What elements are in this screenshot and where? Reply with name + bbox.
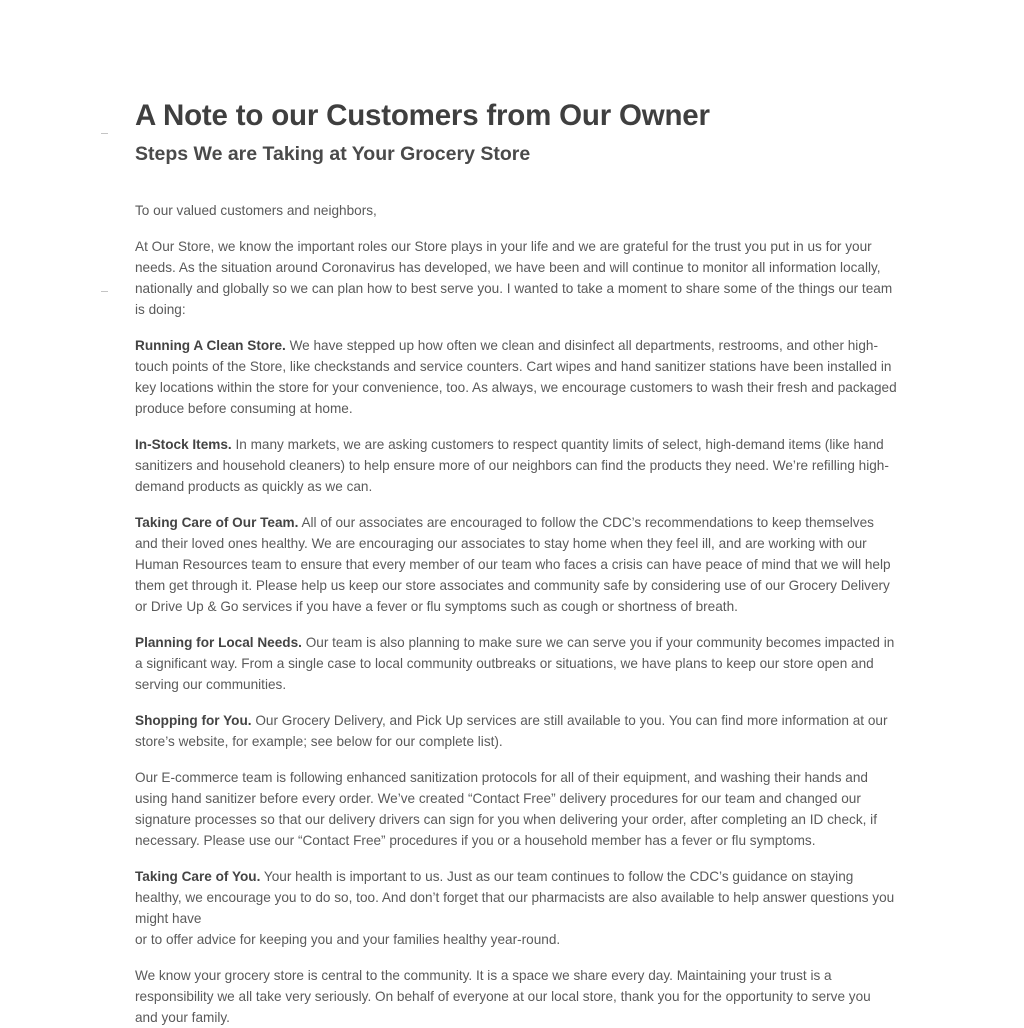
closing-paragraph: We know your grocery store is central to the community. It is a space we share every day. Maintaining your trust is a responsibility we all take very seriously. On behalf of everyone at our local store, thank you for the opportunity to serve you and your family. (135, 968, 871, 1025)
intro-paragraph: At Our Store, we know the important roles our Store plays in your life and we are grateful for the trust you put in us for your needs. As the situation around Coronavirus has developed, we have been and will continue to monitor all information locally, nationally and globally so we can plan how to best serve you. I wanted to take a moment to share some of the things our team is doing: (135, 239, 893, 317)
section-heading: Planning for Local Needs. (135, 635, 302, 650)
section-text: Your health is important to us. Just as our team continues to follow the CDC’s guidance on staying healthy, we encourage you to do so, too. And don’t forget that our pharmacists are also available to help answer questions you might have (135, 869, 895, 926)
section-clean-store (135, 335, 897, 419)
section-text-continued: or to offer advice for keeping you and your families healthy year-round. (135, 932, 561, 947)
section-local-needs (135, 632, 897, 695)
section-heading: Taking Care of Our Team. (135, 515, 299, 530)
greeting: To our valued customers and neighbors, (135, 203, 377, 218)
page-title: A Note to our Customers from Our Owner (135, 99, 710, 132)
section-heading: Taking Care of You. (135, 869, 261, 884)
margin-tick-top (101, 133, 108, 134)
section-text: Our Grocery Delivery, and Pick Up services are still available to you. You can find more information at our store’s website, for example; see below for our complete list). (135, 713, 888, 749)
section-team (135, 512, 897, 617)
section-heading: In-Stock Items. (135, 437, 232, 452)
section-text: In many markets, we are asking customers to respect quantity limits of select, high-demand items (like hand sanitizers and household cleaners) to help ensure more of our neighbors can find the products they need. We’re refilling high-demand products as quickly as we can. (135, 437, 889, 494)
section-heading: Shopping for You. (135, 713, 252, 728)
letter-content (135, 96, 897, 1028)
section-text: All of our associates are encouraged to follow the CDC’s recommendations to keep themselves and their loved ones healthy. We are encouraging our associates to stay home when they feel ill, and are working with our Human Resources team to ensure that every member of our team who faces a crisis can have peace of mind that we will help them get through it. Please help us keep our store associates and community safe by considering use of our Grocery Delivery or Drive Up & Go services if you have a fever or flu symptoms such as cough or shortness of breath. (135, 515, 891, 614)
page-subtitle: Steps We are Taking at Your Grocery Store (135, 143, 531, 165)
section-text: Our team is also planning to make sure we can serve you if your community becomes impacted in a significant way. From a single case to local community outbreaks or situations, we have plans to keep our store open and serving our communities. (135, 635, 895, 692)
ecommerce-paragraph: Our E-commerce team is following enhanced sanitization protocols for all of their equipment, and washing their hands and using hand sanitizer before every order. We’ve created “Contact Free” delivery procedures for our team and changed our signature processes so that our delivery drivers can sign for you when delivering your order, after completing an ID check, if necessary. Please use our “Contact Free” procedures if you or a household member has a fever or flu symptoms. (135, 770, 877, 848)
section-shopping (135, 710, 897, 752)
section-care-for-you (135, 866, 897, 950)
section-heading: Running A Clean Store. (135, 338, 286, 353)
section-in-stock (135, 434, 897, 497)
margin-tick-bottom (101, 291, 108, 292)
section-text: We have stepped up how often we clean and disinfect all departments, restrooms, and other high-touch points of the Store, like checkstands and service counters. Cart wipes and hand sanitizer stations have been installed in key locations within the store for your convenience, too. As always, we encourage customers to wash their fresh and packaged produce before consuming at home. (135, 338, 897, 416)
